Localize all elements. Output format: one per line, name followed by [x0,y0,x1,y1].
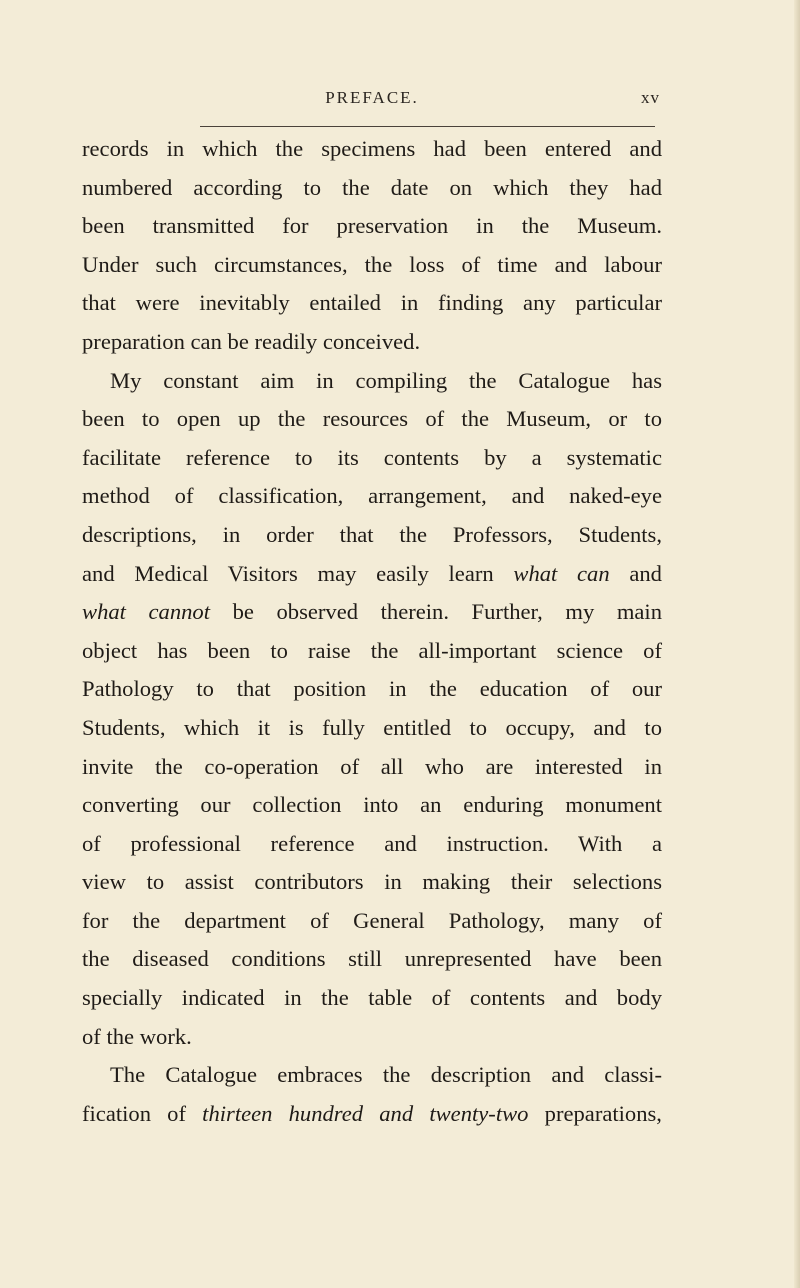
text-line: numbered according to the date on which they had [82,174,662,200]
text-line [82,1095,662,1134]
text-line: Under such circumstances, the loss of time and labour [82,251,662,277]
text-line: that were inevitably entailed in finding any particular [82,290,662,316]
page-number: xv [641,88,660,107]
text-line: invite the co-operation of all who are interested in [82,753,662,779]
text-segment: and [629,560,662,586]
text-line: records in which the specimens had been entered and [82,136,662,161]
text-segment: and Medical Visitors may easily learn [82,560,494,586]
text-line: My constant aim in compiling the Catalogue has [110,367,662,393]
text-line: object has been to raise the all-important science of [82,637,662,663]
text-line: view to assist contributors in making their selections [82,869,662,895]
page-edge-shadow [794,0,800,1288]
running-head: PREFACE. [325,88,419,107]
text-segment: fication of [82,1100,186,1126]
text-line: for the department of General Pathology, many of [82,907,662,933]
text-line: converting our collection into an enduring monument [82,792,662,818]
text-line: Students, which it is fully entitled to occupy, and to [82,714,662,740]
text-line: descriptions, in order that the Professors, Students, [82,521,662,547]
text-line: the diseased conditions still unrepresented have been [82,946,662,972]
italic-text: what can [513,560,610,586]
text-segment: preparations, [544,1100,662,1126]
page-header [82,80,662,114]
text-line: of the work. [82,1023,192,1049]
text-line: The Catalogue embraces the description and classi- [110,1062,662,1088]
text-line: Pathology to that position in the education of our [82,676,662,702]
text-line: of professional reference and instruction. With a [82,830,662,856]
text-line: method of classification, arrangement, and naked-eye [82,483,662,509]
text-line [82,555,662,594]
text-line: preparation can be readily conceived. [82,328,421,354]
text-line [82,593,662,632]
header-rule [200,126,655,127]
text-line: facilitate reference to its contents by a systematic [82,444,662,470]
italic-text: what cannot [82,599,211,625]
body-text [82,130,662,1133]
text-segment: be observed therein. Further, my main [232,599,663,625]
text-line: been transmitted for preservation in the Museum. [82,213,662,239]
text-line: been to open up the resources of the Museum, or to [82,406,662,432]
text-line: specially indicated in the table of contents and body [82,985,662,1011]
italic-text: thirteen hundred and twenty-two [202,1100,529,1126]
